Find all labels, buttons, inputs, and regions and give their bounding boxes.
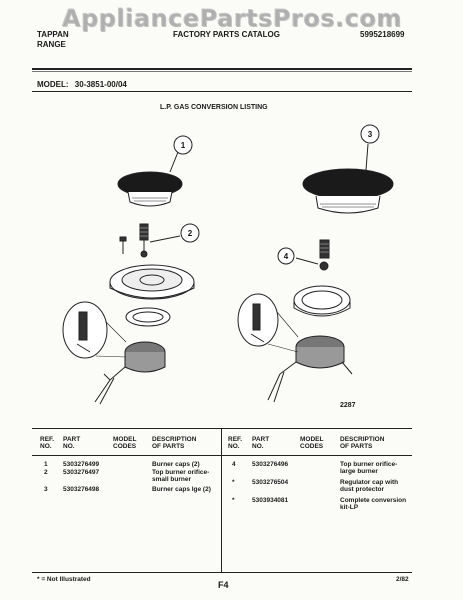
table-bottom-rule [32, 572, 412, 573]
valve-left [95, 342, 165, 404]
brand-line1: TAPPAN [37, 30, 69, 39]
burner-cap-large [303, 169, 393, 213]
col-part-right: PART NO. [252, 436, 270, 450]
valve-right [268, 336, 352, 402]
col-part-left: PART NO. [63, 436, 81, 450]
section-title: L.P. GAS CONVERSION LISTING [160, 104, 268, 111]
burner-head-left [110, 265, 194, 299]
col-ref-left: REF. NO. [40, 436, 55, 450]
magnifier-right [238, 294, 298, 352]
gasket-left [126, 308, 170, 326]
brand-line2: RANGE [37, 40, 66, 49]
magnifier-left [63, 302, 126, 358]
model-line [37, 80, 127, 89]
col-model-right: MODEL CODES [300, 436, 324, 450]
parts-diagram [30, 112, 440, 417]
col-desc-right: DESCRIPTION OF PARTS [340, 436, 385, 450]
watermark-text: AppliancePartsPros.com [61, 4, 402, 32]
callout-2: 2 [187, 229, 193, 238]
table-top-rule [32, 428, 412, 429]
burner-cap-small [118, 172, 182, 206]
table-divider [221, 429, 222, 572]
orifice-small [140, 224, 148, 257]
col-desc-left: DESCRIPTION OF PARTS [152, 436, 197, 450]
model-number: 30-3851-00/04 [74, 80, 127, 89]
diagram-number: 2287 [340, 402, 356, 409]
print-date: 2/82 [396, 576, 409, 583]
table-header-rule [32, 455, 412, 456]
col-model-left: MODEL CODES [113, 436, 137, 450]
burner-head-right [294, 286, 350, 316]
model-rule [32, 91, 412, 92]
header-rule [32, 68, 412, 70]
catalog-title: FACTORY PARTS CATALOG [173, 30, 280, 39]
footnote: * = Not Illustrated [37, 576, 91, 583]
callout-4: 4 [283, 252, 289, 261]
callout-1: 1 [180, 141, 186, 150]
callout-3: 3 [367, 130, 373, 139]
page-number: F4 [218, 580, 229, 590]
orifice-large [320, 240, 329, 270]
col-ref-right: REF. NO. [228, 436, 243, 450]
model-label: MODEL: [37, 80, 69, 89]
header-rule-thin [32, 71, 412, 72]
catalog-number: 5995218699 [360, 30, 405, 39]
small-screw [120, 237, 126, 254]
